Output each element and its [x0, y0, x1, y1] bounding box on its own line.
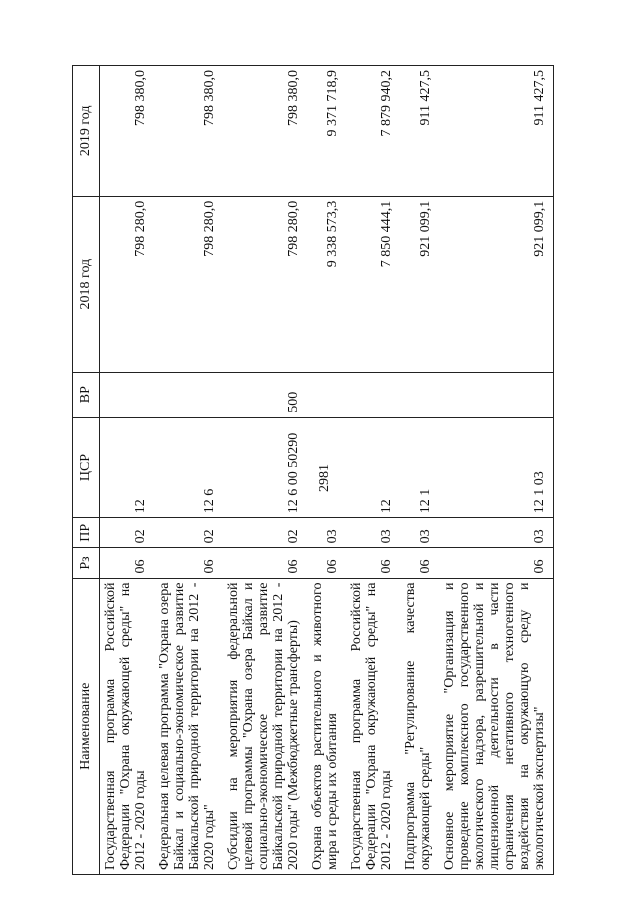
row-2019: 911 427,5	[439, 66, 554, 197]
row-vr	[154, 372, 223, 417]
row-csr	[307, 417, 346, 517]
row-vr: 500	[223, 372, 307, 417]
row-csr: 12 6	[154, 417, 223, 517]
table-row	[439, 66, 554, 875]
row-vr	[307, 372, 346, 417]
row-2019: 7 879 940,2	[346, 66, 400, 197]
row-2018: 798 280,0	[223, 196, 307, 372]
row-vr	[400, 372, 439, 417]
header-2018: 2018 год	[73, 196, 100, 372]
row-vr	[100, 372, 155, 417]
header-name: Наименование	[73, 578, 100, 874]
row-2018: 798 280,0	[154, 196, 223, 372]
row-csr: 12 1	[400, 417, 439, 517]
row-pr: 02	[154, 518, 223, 548]
row-2019: 798 380,0	[100, 66, 155, 197]
row-rz: 06	[400, 548, 439, 578]
row-csr: 12 1 03	[439, 417, 554, 517]
row-name: Подпрограмма "Регулирование качества окружающей среды"	[400, 578, 439, 874]
row-name: Государственная программа Российской Федерации "Охрана окружающей среды" на 2012 - 2020 годы	[346, 578, 400, 874]
header-vr: ВР	[73, 372, 100, 417]
page-number: 2981	[317, 464, 332, 492]
budget-table-container	[72, 65, 620, 875]
row-rz: 06	[100, 548, 155, 578]
row-pr: 03	[307, 518, 346, 548]
row-csr: 12	[100, 417, 155, 517]
row-rz: 06	[307, 548, 346, 578]
row-2018: 798 280,0	[100, 196, 155, 372]
table-row	[154, 66, 223, 875]
row-rz: 06	[223, 548, 307, 578]
row-pr: 03	[346, 518, 400, 548]
header-csr: ЦСР	[73, 417, 100, 517]
row-pr: 03	[400, 518, 439, 548]
row-name: Федеральная целевая программа "Охрана озера Байкал и социально-экономическое развитие Байкальской природной территории на 2012 - 2020 годы"	[154, 578, 223, 874]
table-row	[400, 66, 439, 875]
row-rz: 06	[154, 548, 223, 578]
table-row	[223, 66, 307, 875]
row-2019: 798 380,0	[154, 66, 223, 197]
row-csr: 12	[346, 417, 400, 517]
header-pr: ПР	[73, 518, 100, 548]
table-row	[307, 66, 346, 875]
row-name: Субсидии на мероприятия федеральной целевой программы "Охрана озера Байкал и социально-экономическое развитие Байкальской природной территории на 2012 - 2020 годы" (Межбюджетные трансферты)	[223, 578, 307, 874]
row-2018: 921 099,1	[439, 196, 554, 372]
row-rz: 06	[346, 548, 400, 578]
budget-table	[72, 65, 554, 875]
row-2019: 798 380,0	[223, 66, 307, 197]
row-2018: 921 099,1	[400, 196, 439, 372]
row-2018: 7 850 444,1	[346, 196, 400, 372]
row-rz: 06	[439, 548, 554, 578]
table-header-row	[73, 66, 100, 875]
row-name: Охрана объектов растительного и животного мира и среды их обитания	[307, 578, 346, 874]
table-row	[346, 66, 400, 875]
row-name: Государственная программа Российской Федерации "Охрана окружающей среды" на 2012 - 2020 годы	[100, 578, 155, 874]
row-vr	[439, 372, 554, 417]
row-2019: 9 371 718,9	[307, 66, 346, 197]
header-2019: 2019 год	[73, 66, 100, 197]
row-vr	[346, 372, 400, 417]
row-name: Основное мероприятие "Организация и проведение комплексного государственного экологического надзора, разрешительной и лицензионной деятельности в части ограничения негативного техногенного воздействия на окружающую среду и экологической экспертизы"	[439, 578, 554, 874]
row-csr: 12 6 00 50290	[223, 417, 307, 517]
row-pr: 03	[439, 518, 554, 548]
row-2019: 911 427,5	[400, 66, 439, 197]
row-pr: 02	[223, 518, 307, 548]
row-pr: 02	[100, 518, 155, 548]
header-rz: Рз	[73, 548, 100, 578]
table-row	[100, 66, 155, 875]
row-2018: 9 338 573,3	[307, 196, 346, 372]
